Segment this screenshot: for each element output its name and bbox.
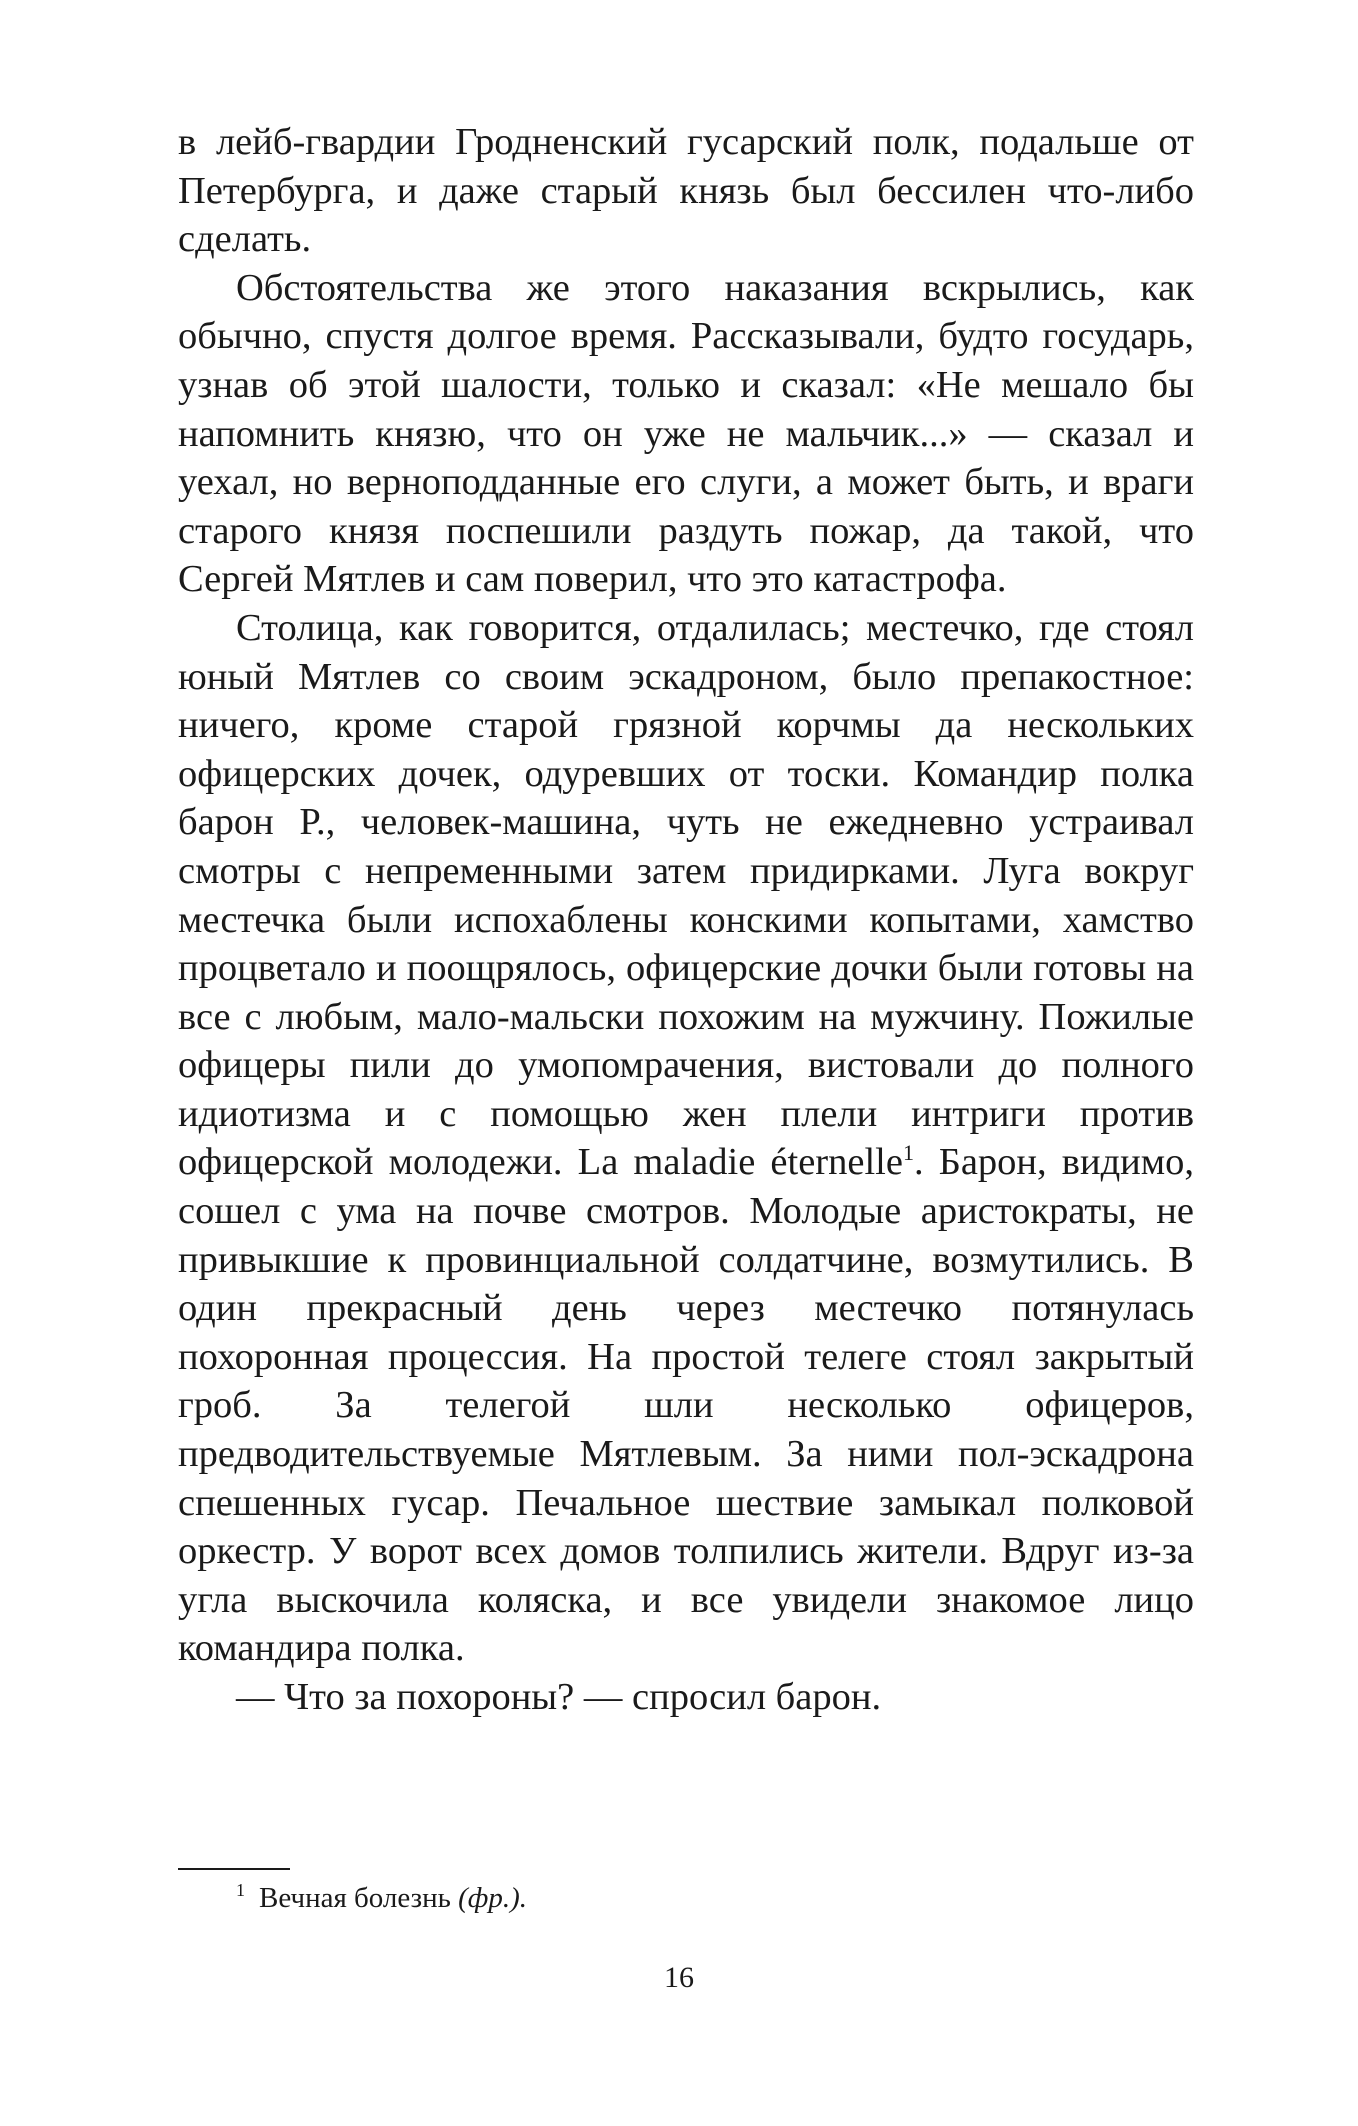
page-body xyxy=(178,118,1194,1722)
paragraph-1: в лейб-гвардии Гродненский гусарский полк, подальше от Петербурга, и даже старый князь был бессилен что-либо сделать. xyxy=(178,121,1194,261)
footnote xyxy=(236,1878,527,1918)
footnote-reference[interactable]: 1 xyxy=(902,1140,914,1166)
footnote-mark: 1 xyxy=(236,1880,245,1901)
paragraph-3-text-before-note: Столица, как говорится, отдалилась; местечко, где стоял юный Мятлев со своим эскадроном, было препакостное: ничего, кроме старой грязной корчмы да нескольких офицерских дочек, одуревших от тоски. Командир полка барон Р., человек-машина, чуть не ежедневно устраивал смотры с непременными затем придирками. Луга вокруг местечка были испохаблены конскими копытами, хамство процветало и поощрялось, офицерские дочки были готовы на все с любым, мало-мальски похожим на мужчину. Пожилые офицеры пили до умопомрачения, вистовали до полного идиотизма и с помощью жен плели интриги против офицерской молодежи. La maladie éternelle xyxy=(178,606,1194,1184)
footnote-text: Вечная болезнь xyxy=(259,1882,451,1914)
footnote-divider xyxy=(178,1868,290,1870)
main-text xyxy=(178,118,1194,1722)
page-number: 16 xyxy=(664,1961,694,1994)
footnote-language: (фр.). xyxy=(458,1882,527,1914)
paragraph-2: Обстоятельства же этого наказания вскрылись, как обычно, спустя долгое время. Рассказывали, будто государь, узнав об этой шалости, только и сказал: «Не мешало бы напомнить князю, что он уже не мальчик...» — сказал и уехал, но верноподданные его слуги, а может быть, и враги старого князя поспешили раздуть пожар, да такой, что Сергей Мятлев и сам поверил, что это катастрофа. xyxy=(178,266,1194,601)
paragraph-3 xyxy=(178,604,1194,1673)
paragraph-3-text-after-note: . Барон, видимо, сошел с ума на почве смотров. Молодые аристократы, не привыкшие к провинциальной солдатчине, возмутились. В один прекрасный день через местечко потянулась похоронная процессия. На простой телеге стоял закрытый гроб. За телегой шли несколько офицеров, предводительствуемые Мятлевым. За ними пол-эскадрона спешенных гусар. Печальное шествие замыкал полковой оркестр. У ворот всех домов толпились жители. Вдруг из-за угла выскочила коляска, и все увидели знакомое лицо командира полка. xyxy=(178,1141,1195,1670)
paragraph-4: — Что за похороны? — спросил барон. xyxy=(236,1676,882,1718)
